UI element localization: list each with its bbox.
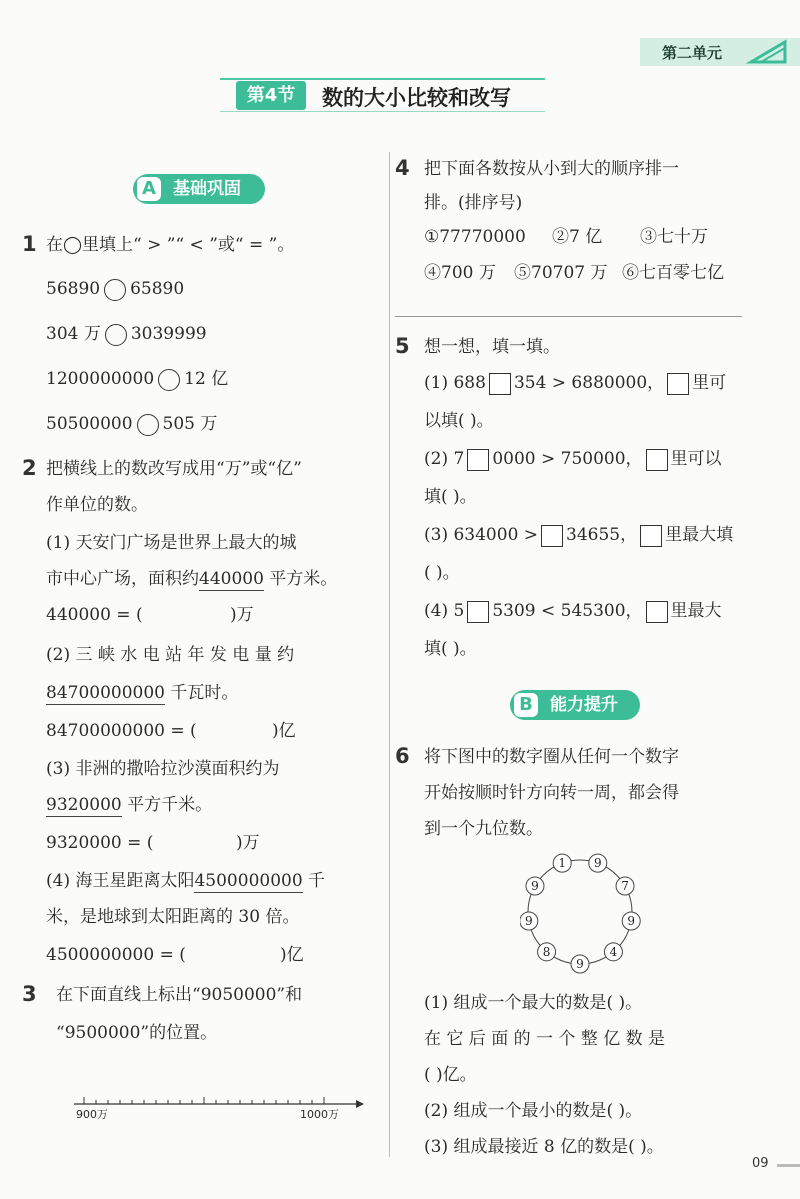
q5-p1-a: (1) 688 (424, 373, 486, 393)
q5-p2-line1 (424, 448, 722, 471)
axis-start-label: 900万 (76, 1108, 108, 1121)
section-b-letter: B (514, 693, 538, 717)
digit-label: 9 (524, 914, 533, 929)
q1-item-4-left: 50500000 (46, 414, 133, 434)
q5-prompt: 想一想，填一填。 (424, 337, 560, 357)
q2-p4-unit-text: 千 (302, 871, 326, 891)
q1-item-1 (46, 278, 184, 301)
q6-prompt-line2: 开始按顺时针方向转一周，都会得 (424, 783, 679, 803)
axis-end-label: 1000万 (300, 1108, 339, 1121)
digit-box[interactable] (467, 601, 489, 623)
q2-p1-line2 (46, 568, 337, 590)
q2-p3-unit-text: 平方千米。 (121, 795, 213, 815)
q1-item-2-left: 304 万 (46, 324, 101, 344)
q2-prompt-line2: 作单位的数。 (46, 495, 148, 515)
digit-box[interactable] (467, 449, 489, 471)
triangle-ruler-icon (745, 38, 795, 66)
q2-p3-line2 (46, 794, 212, 816)
q1-item-3 (46, 368, 228, 391)
digit-label: 4 (609, 944, 618, 959)
q2-p4-line2: 米，是地球到太阳距离的 30 倍。 (46, 907, 300, 927)
q5-p3-a: (3) 634000 > (424, 525, 539, 545)
page-number: 09 (752, 1156, 769, 1171)
q5-p1-c: 里可 (692, 373, 727, 393)
q4-option-5: ⑤70707 万 (514, 263, 608, 283)
digit-label: 9 (531, 879, 539, 893)
q1-prompt: 在◯里填上“ > ”“ < ”或“ = ”。 (46, 235, 295, 255)
q1-item-1-right: 65890 (130, 279, 185, 299)
digit-label: 1 (558, 856, 567, 871)
q2-p1-answer-unit: )万 (230, 605, 254, 625)
q1-item-3-right: 12 亿 (184, 369, 229, 389)
q2-p2-answer-unit: )亿 (272, 721, 296, 741)
q5-p1-line2: 以填( )。 (424, 411, 494, 431)
digit-label: 8 (542, 944, 551, 959)
q3-prompt-line2: “9500000”的位置。 (56, 1023, 218, 1043)
digit-label: 7 (621, 879, 629, 893)
digit-box[interactable] (489, 373, 511, 395)
q5-p4-a: (4) 5 (424, 601, 465, 621)
digit-box[interactable] (541, 525, 563, 547)
q4-answer-line[interactable] (395, 316, 742, 317)
q2-p4-text: (4) 海王星距离太阳 (46, 871, 195, 891)
q6-prompt-line1: 将下图中的数字圈从任何一个数字 (424, 747, 679, 767)
q4-option-6: ⑥七百零七亿 (622, 263, 724, 283)
q2-p3-answer-unit: )万 (236, 833, 260, 853)
q5-p1-b: 354 > 6880000， (513, 373, 665, 393)
section-b-label: 能力提升 (550, 695, 618, 715)
q2-p1-number: 440000 (199, 569, 264, 589)
q1-item-4 (46, 413, 217, 436)
q2-p2-line2 (46, 682, 238, 704)
q2-number: 2 (22, 456, 37, 480)
section-a-pill (133, 174, 265, 204)
number-line-ticks (84, 1097, 324, 1104)
digit-label: 9 (576, 957, 584, 971)
unit-label: 第二单元 (662, 44, 723, 62)
section-badge: 第4节 (236, 81, 306, 110)
q2-p1-equation: 440000 = ( (46, 605, 143, 625)
q5-p4-line2: 填( )。 (424, 639, 477, 659)
q5-p1-line1 (424, 372, 726, 395)
q5-p2-c: 里可以 (670, 449, 722, 469)
digit-label: 9 (627, 914, 636, 929)
q4-option-3: ③七十万 (640, 227, 708, 247)
q2-p2-equation: 84700000000 = ( (46, 721, 197, 741)
q5-p3-b: 34655， (566, 525, 638, 545)
digit-label: 9 (593, 856, 602, 871)
q1-item-3-left: 1200000000 (46, 369, 155, 389)
q1-item-2 (46, 323, 207, 346)
q5-p2-line2: 填( )。 (424, 487, 477, 507)
q6-number: 6 (395, 744, 410, 768)
q2-p3-number: 9320000 (46, 795, 122, 815)
q6-p1-line1: (1) 组成一个最大的数是( )。 (424, 993, 643, 1013)
q2-p3-equation: 9320000 = ( (46, 833, 154, 853)
q2-p1-unit-text: 平方米。 (263, 569, 338, 589)
section-a-label: 基础巩固 (173, 179, 241, 199)
section-b-pill (510, 690, 640, 720)
q5-p3-line1 (424, 524, 733, 547)
q5-number: 5 (395, 334, 410, 358)
q4-prompt-line1: 把下面各数按从小到大的顺序排一 (424, 159, 679, 179)
digit-box-ref (646, 601, 668, 623)
q6-p1-line2: 在 它 后 面 的 一 个 整 亿 数 是 (424, 1029, 666, 1049)
q6-p1-line3: ( )亿。 (424, 1065, 477, 1085)
q2-p4-equation: 4500000000 = ( (46, 945, 186, 965)
q5-p2-b: 0000 > 750000， (492, 449, 643, 469)
unit-tab (640, 38, 800, 66)
q2-p2-unit-text: 千瓦时。 (164, 683, 239, 703)
q2-p1-text: 市中心广场，面积约 (46, 569, 199, 589)
q2-p2-number: 84700000000 (46, 683, 165, 703)
q6-p3: (3) 组成最接近 8 亿的数是( )。 (424, 1137, 664, 1157)
q1-item-2-right: 3039999 (130, 324, 207, 344)
q5-p3-line2: ( )。 (424, 563, 460, 583)
q6-prompt-line3: 到一个九位数。 (424, 819, 543, 839)
compare-circle[interactable] (158, 369, 180, 391)
section-title: 数的大小比较和改写 (322, 86, 511, 110)
q5-p3-c: 里最大填 (665, 525, 734, 545)
q4-option-2: ②7 亿 (552, 227, 603, 247)
q5-p2-a: (2) 7 (424, 449, 465, 469)
compare-circle[interactable] (104, 279, 126, 301)
q5-p4-c: 里最大 (670, 601, 722, 621)
q2-p3-line1: (3) 非洲的撒哈拉沙漠面积约为 (46, 759, 280, 779)
digit-box-ref (667, 373, 689, 395)
q2-prompt-line1: 把横线上的数改写成用“万”或“亿” (46, 459, 302, 479)
q4-number: 4 (395, 156, 410, 180)
digit-circle-diagram (520, 850, 650, 980)
digit-box-ref (646, 449, 668, 471)
q4-prompt-line2: 排。(排序号) (424, 193, 523, 213)
q3-prompt-line1: 在下面直线上标出“9050000”和 (56, 985, 303, 1005)
q2-p4-line1 (46, 870, 325, 892)
q6-p2: (2) 组成一个最小的数是( )。 (424, 1101, 643, 1121)
q1-item-1-left: 56890 (46, 279, 101, 299)
q4-option-1: ①77770000 (424, 227, 526, 247)
q4-option-4: ④700 万 (424, 263, 496, 283)
q2-p1-line1: (1) 天安门广场是世界上最大的城 (46, 533, 297, 553)
q2-p4-answer-unit: )亿 (280, 945, 304, 965)
title-rule-top (220, 78, 545, 80)
q1-number: 1 (22, 232, 37, 256)
section-a-letter: A (137, 177, 161, 201)
page-bar (777, 1164, 800, 1167)
q2-p2-line1: (2) 三 峡 水 电 站 年 发 电 量 约 (46, 645, 295, 665)
digit-box-ref (640, 525, 662, 547)
compare-circle[interactable] (137, 414, 159, 436)
compare-circle[interactable] (105, 324, 127, 346)
q2-p4-number: 4500000000 (194, 871, 303, 891)
q5-p4-b: 5309 < 545300， (492, 601, 643, 621)
column-divider (389, 152, 390, 1157)
q1-item-4-right: 505 万 (162, 414, 218, 434)
q5-p4-line1 (424, 600, 722, 623)
q3-number: 3 (22, 982, 37, 1006)
digit-nodes (520, 854, 640, 973)
